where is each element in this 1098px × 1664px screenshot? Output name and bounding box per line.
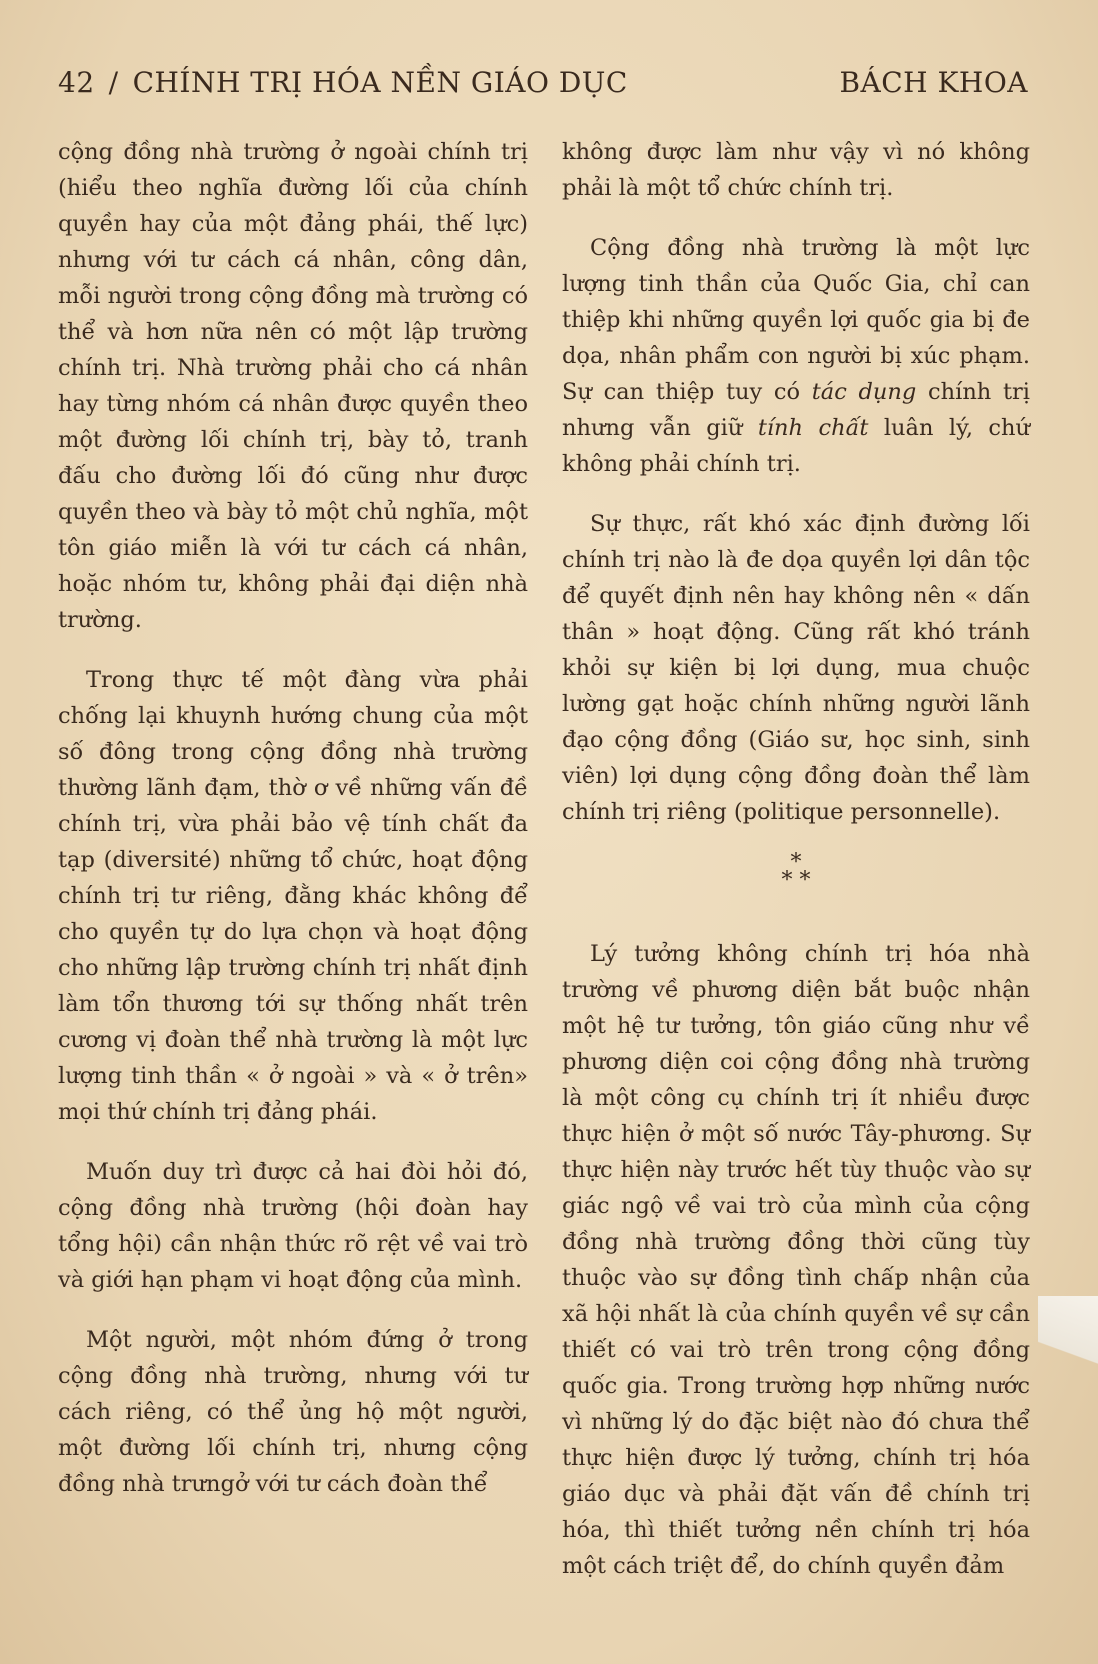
paragraph: Muốn duy trì được cả hai đòi hỏi đó, cộng đồng nhà trường (hội đoàn hay tổng hội) cần nhận thức rõ rệt về vai trò và giới hạn phạm vi hoạt động của mình. xyxy=(58,1159,528,1293)
running-title: CHÍNH TRỊ HÓA NỀN GIÁO DỤC xyxy=(132,66,628,99)
paragraph: Sự thực, rất khó xác định đường lối chính trị nào là đe dọa quyền lợi dân tộc để quyết định nên hay không nên « dấn thân » hoạt động. Cũng rất khó tránh khỏi sự kiện bị lợi dụng, mua chuộc lường gạt hoặc chính những người lãnh đạo cộng đồng (Giáo sư, học sinh, sinh viên) lợi dụng cộng đồng đoàn thể làm chính trị riêng (politique personnelle). xyxy=(562,511,1030,825)
italic-term: tác dụng xyxy=(811,379,917,405)
paragraph xyxy=(562,230,1030,482)
asterism-top: * xyxy=(790,850,802,875)
section-ornament xyxy=(562,850,1030,893)
right-column xyxy=(562,134,1030,1608)
page-header xyxy=(58,66,1028,110)
text-run: chính trị nhưng vẫn giữ xyxy=(562,379,1030,441)
paragraph: không được làm như vậy vì nó không phải là một tổ chức chính trị. xyxy=(562,139,1030,201)
paragraph: cộng đồng nhà trường ở ngoài chính trị (hiểu theo nghĩa đường lối của chính quyền hay của một đảng phái, thế lực) nhưng với tư cách cá nhân, công dân, mỗi người trong cộng đồng mà trường có thể và hơn nữa nên có một lập trường chính trị. Nhà trường phải cho cá nhân hay từng nhóm cá nhân được quyền theo một đường lối chính trị, bày tỏ, tranh đấu cho đường lối đó cũng như được quyền theo và bày tỏ một chủ nghĩa, một tôn giáo miễn là với tư cách cá nhân, hoặc nhóm tư, không phải đại diện nhà trường. xyxy=(58,139,528,633)
page-number: 42 xyxy=(58,66,95,99)
left-column xyxy=(58,134,528,1526)
italic-term: tính chất xyxy=(757,415,869,441)
journal-name: BÁCH KHOA xyxy=(839,66,1028,99)
header-separator: / xyxy=(108,66,119,99)
page-tear xyxy=(1038,1296,1098,1386)
paragraph: Một người, một nhóm đứng ở trong cộng đồng nhà trường, nhưng với tư cách riêng, có thể ủng hộ một người, một đường lối chính trị, nhưng cộng đồng nhà trưngở với tư cách đoàn thể xyxy=(58,1327,528,1497)
paragraph: Trong thực tế một đàng vừa phải chống lại khuynh hướng chung của một số đông trong cộng đồng nhà trường thường lãnh đạm, thờ ơ về những vấn đề chính trị, vừa phải bảo vệ tính chất đa tạp (diversité) những tổ chức, hoạt động chính trị tư riêng, đằng khác không để cho quyền tự do lựa chọn và hoạt động cho những lập trường chính trị nhất định làm tổn thương tới sự thống nhất trên cương vị đoàn thể nhà trường là một lực lượng tinh thần « ở ngoài » và « ở trên» mọi thứ chính trị đảng phái. xyxy=(58,667,528,1125)
text-run: Cộng đồng nhà trường là một lực lượng tinh thần của Quốc Gia, chỉ can thiệp khi những quyền lợi quốc gia bị đe dọa, nhân phẩm con người bị xúc phạm. Sự can thiệp tuy có xyxy=(562,235,1030,405)
text-run: luân lý, chứ không phải chính trị. xyxy=(562,415,1031,477)
asterism-bottom: * * xyxy=(781,868,811,893)
paragraph: Lý tưởng không chính trị hóa nhà trường về phương diện bắt buộc nhận một hệ tư tưởng, tôn giáo cũng như về phương diện coi cộng đồng nhà trường là một công cụ chính trị ít nhiều được thực hiện ở một số nước Tây-phương. Sự thực hiện này trước hết tùy thuộc vào sự giác ngộ về vai trò của mình của cộng đồng nhà trường đồng thời cũng tùy thuộc vào sự đồng tình chấp nhận của xã hội nhất là của chính quyền về sự cần thiết có vai trò trên trong cộng đồng quốc gia. Trong trường hợp những nước vì những lý do đặc biệt nào đó chưa thể thực hiện được lý tưởng, chính trị hóa giáo dục và phải đặt vấn đề chính trị hóa, thì thiết tưởng nền chính trị hóa một cách triệt để, do chính quyền đảm xyxy=(562,941,1030,1579)
